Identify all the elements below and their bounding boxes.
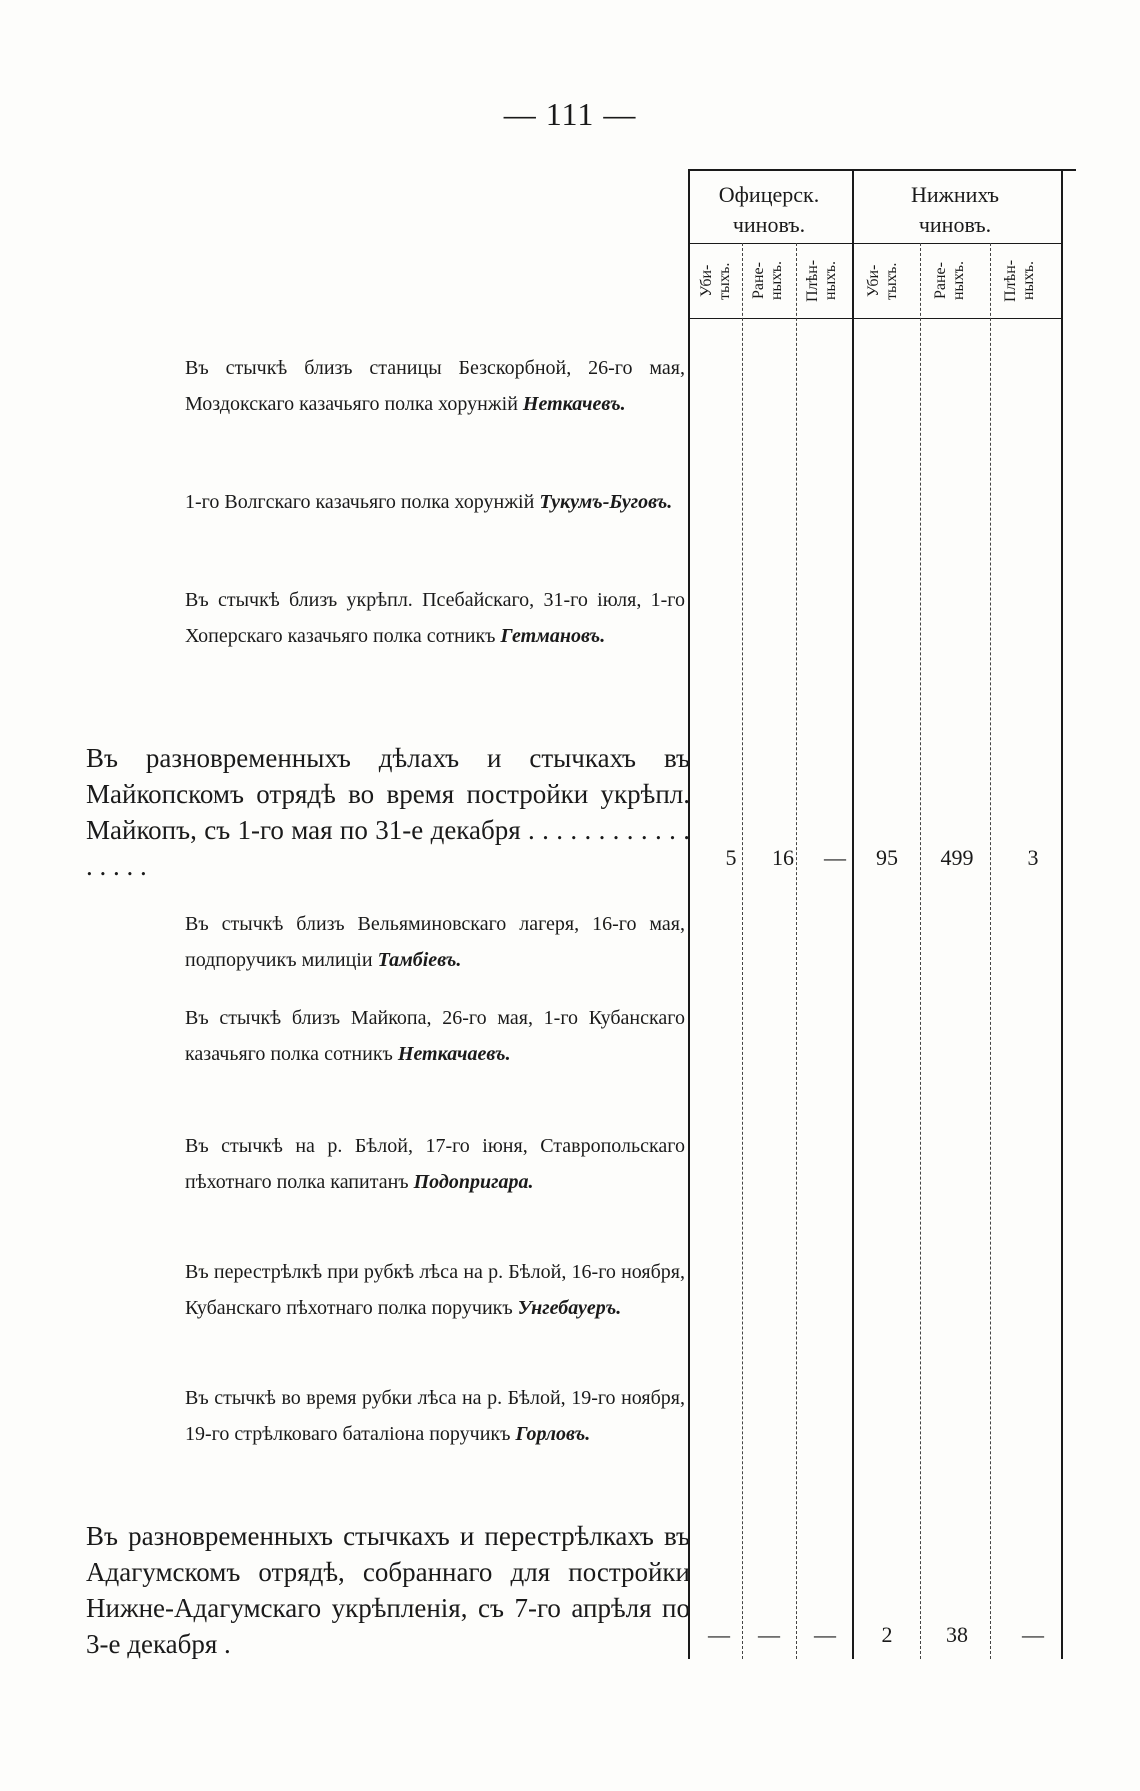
entry — [185, 906, 685, 978]
value-ranks-wounded: 38 — [946, 1622, 968, 1647]
value-ranks-wounded: 499 — [940, 845, 974, 870]
column-header-officers-wounded: Ране-ныхъ. — [750, 261, 785, 301]
entry-text: 1-го Волгскаго казачьяго полка хорунжій — [185, 491, 535, 513]
table-subheader-rule-2 — [854, 243, 1061, 244]
column-header-officers-captured: Плѣн-ныхъ. — [804, 259, 839, 303]
entry — [185, 1380, 685, 1452]
entry-text: Въ перестрѣлкѣ при рубкѣ лѣса на р. Бѣлой, 16-го ноября, Кубанскаго пѣхотнаго полка поручикъ — [185, 1261, 685, 1319]
entry-text: Въ стычкѣ близъ станицы Безскорбной, 26-го мая, Моздокскаго казачьяго полка хорунжій — [185, 357, 685, 415]
entry — [185, 582, 685, 654]
entry-text: Въ стычкѣ близъ Вельяминовскаго лагеря, 16-го мая, подпоручикъ милиціи — [185, 913, 685, 971]
table-header-rule — [688, 318, 1062, 319]
header-officers: Офицерск. чиновъ. — [718, 182, 820, 237]
value-officers-killed: — — [708, 1622, 730, 1647]
header-lower-ranks: Нижнихъ чиновъ. — [911, 182, 999, 237]
group-summary: Въ разновременныхъ дѣлахъ и стычкахъ въ Майкопскомъ отрядѣ во время постройки укрѣпл. Майкопъ, съ 1-го мая по 31-е декабря . . . . . . . . . . . . . . . . . — [86, 743, 690, 881]
value-officers-killed: 5 — [725, 845, 737, 870]
officer-name: Унгебауеръ. — [517, 1297, 622, 1319]
value-officers-wounded: — — [758, 1622, 780, 1647]
officer-name: Неткачевъ. — [522, 393, 626, 415]
value-ranks-killed: 2 — [881, 1622, 893, 1647]
entry-text: Въ стычкѣ на р. Бѣлой, 17-го іюня, Ставропольскаго пѣхотнаго полка капитанъ — [185, 1135, 685, 1193]
group-summary: Въ разновременныхъ стычкахъ и перестрѣлкахъ въ Адагумскомъ отрядѣ, собраннаго для постройки Нижне-Адагумскаго укрѣпленія, съ 7-го апрѣля по 3-е декабря . — [86, 1521, 690, 1659]
officer-name: Тамбіевъ. — [377, 949, 462, 971]
entry — [185, 1254, 685, 1326]
entry-text: Въ стычкѣ во время рубки лѣса на р. Бѣлой, 19-го ноября, 19-го стрѣлковаго баталіона поручикъ — [185, 1387, 685, 1445]
page-number: — 111 — — [503, 96, 637, 132]
value-ranks-captured: — — [1022, 1622, 1044, 1647]
officer-name: Тукумъ-Буговъ. — [539, 491, 673, 513]
entry — [185, 1128, 685, 1200]
column-header-ranks-wounded: Ране-ныхъ. — [932, 261, 967, 301]
value-officers-captured: — — [814, 1622, 836, 1647]
table-top-rule — [688, 169, 1076, 171]
entry-text: Въ стычкѣ близъ укрѣпл. Псебайскаго, 31-го іюля, 1-го Хоперскаго казачьяго полка сотникъ — [185, 589, 685, 647]
column-header-ranks-killed: Уби-тыхъ. — [865, 262, 900, 300]
column-divider — [920, 243, 921, 1659]
column-header-officers-killed: Уби-тыхъ. — [698, 262, 733, 300]
officer-name: Гетмановъ. — [500, 625, 606, 647]
table-left-rule — [688, 169, 690, 1659]
officer-name: Неткачаевъ. — [397, 1043, 511, 1065]
entry — [185, 350, 685, 422]
officer-name: Подопригара. — [413, 1171, 534, 1193]
entry — [185, 484, 685, 520]
column-divider — [796, 243, 797, 1659]
value-officers-wounded: 16 — [772, 845, 794, 870]
table-subheader-rule-1 — [690, 243, 852, 244]
value-officers-captured: — — [824, 845, 846, 870]
entry-text: Въ стычкѣ близъ Майкопа, 26-го мая, 1-го Кубанскаго казачьяго полка сотникъ — [185, 1007, 685, 1065]
value-ranks-captured: 3 — [1027, 845, 1039, 870]
column-divider — [742, 243, 743, 1659]
table-group-divider — [852, 169, 854, 1659]
value-ranks-killed: 95 — [876, 845, 898, 870]
entry — [185, 1000, 685, 1072]
table-right-rule — [1061, 169, 1063, 1659]
column-header-ranks-captured: Плѣн-ныхъ. — [1002, 259, 1037, 303]
column-divider — [990, 243, 991, 1659]
officer-name: Горловъ. — [515, 1423, 591, 1445]
